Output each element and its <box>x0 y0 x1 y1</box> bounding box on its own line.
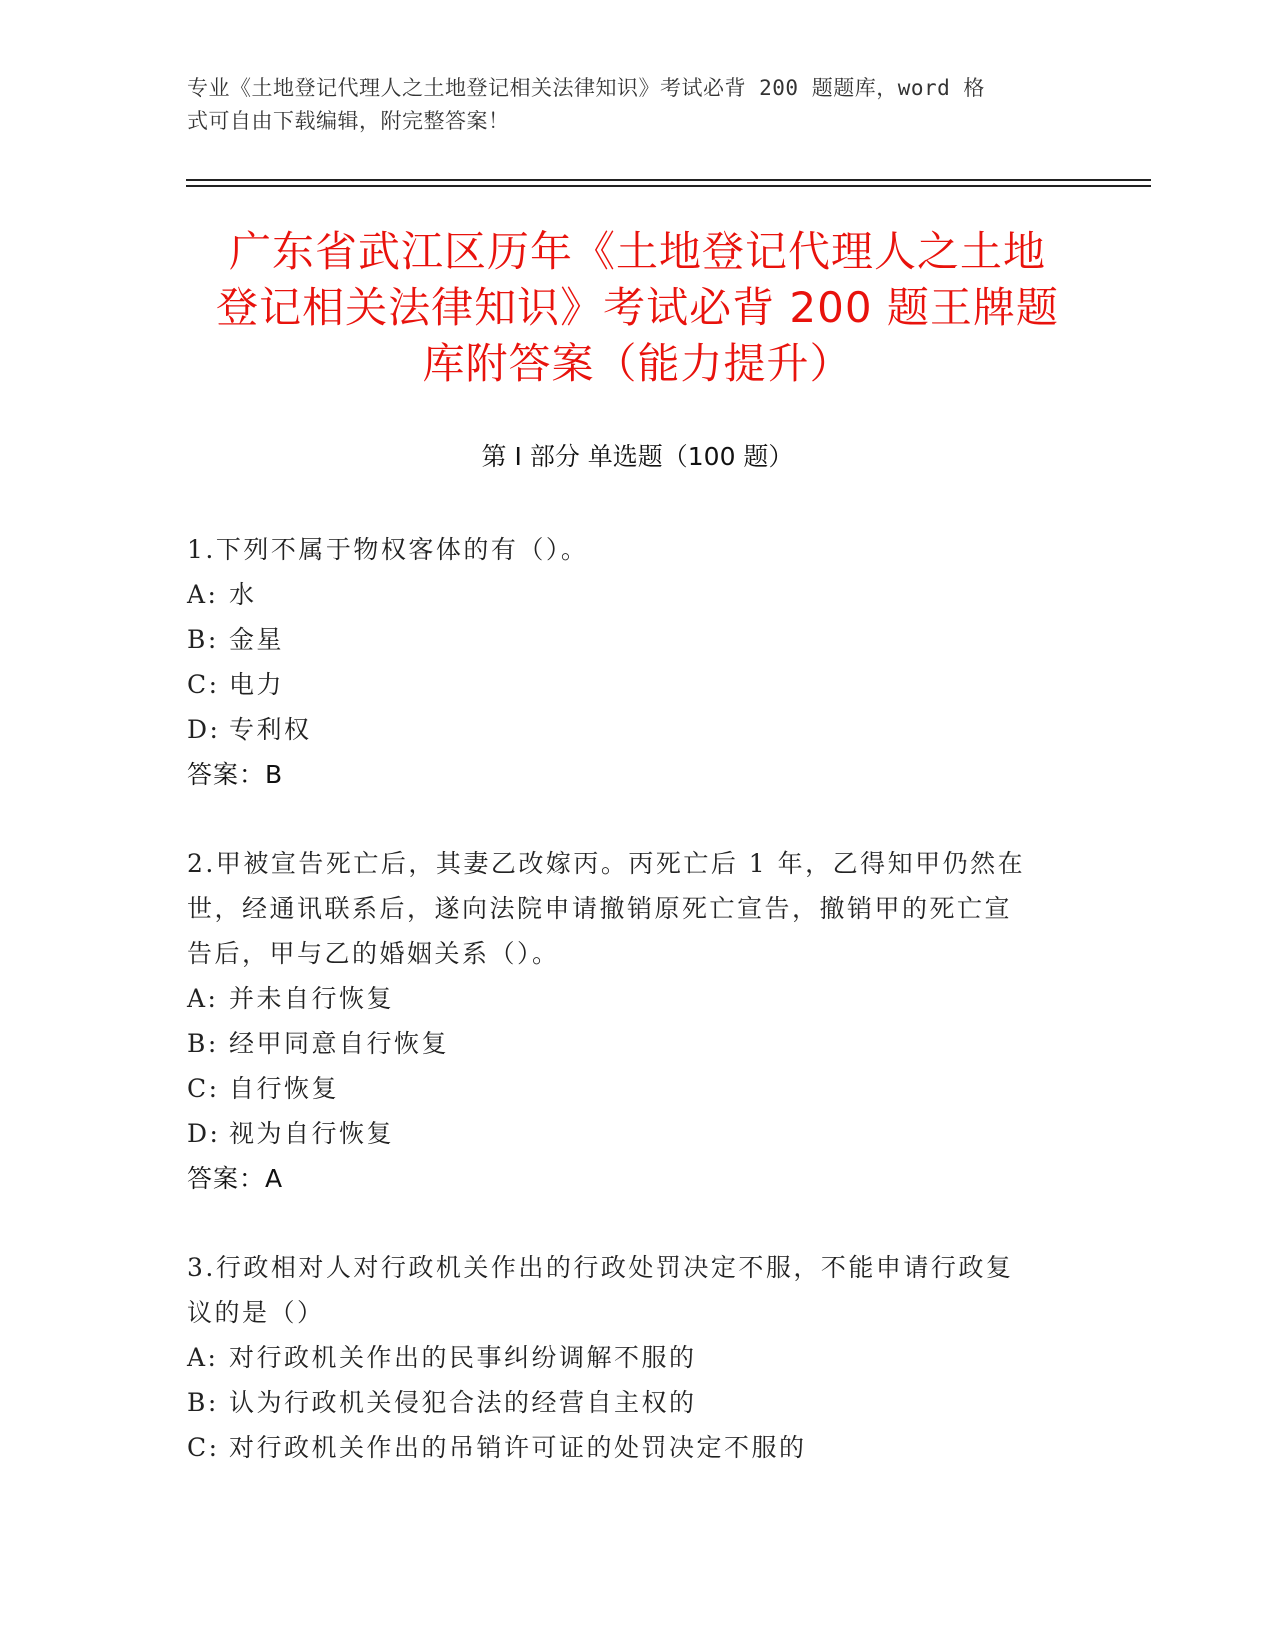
intro-line: 式可自由下载编辑，附完整答案！ <box>187 109 510 133</box>
intro-line: 专业《土地登记代理人之土地登记相关法律知识》考试必背 200 题题库，word 格 <box>187 76 985 100</box>
option-key: D: <box>187 1119 221 1148</box>
answer: 答案：A <box>187 1164 284 1193</box>
option-text: 金星 <box>229 625 285 654</box>
option-text: 自行恢复 <box>229 1074 340 1103</box>
option-text: 并未自行恢复 <box>229 984 395 1013</box>
section-heading: 第 I 部分 单选题（100 题） <box>481 442 794 471</box>
stem-line: 告后，甲与乙的婚姻关系（）。 <box>187 939 560 968</box>
answer: 答案：B <box>187 760 284 789</box>
option-c <box>187 1425 1067 1470</box>
option-b <box>187 617 1067 662</box>
option-a <box>187 976 1067 1021</box>
option-a <box>187 1335 1067 1380</box>
question-3 <box>187 1245 1067 1470</box>
header-divider <box>186 185 1151 187</box>
title-line: 登记相关法律知识》考试必背 200 题王牌题 <box>216 283 1059 332</box>
option-key: B: <box>187 625 219 654</box>
question-stem <box>187 1245 1067 1335</box>
question-stem: 1.下列不属于物权客体的有（）。 <box>187 535 589 564</box>
option-text: 专利权 <box>229 715 312 744</box>
option-text: 视为自行恢复 <box>229 1119 395 1148</box>
header-divider <box>186 179 1151 181</box>
title-line: 广东省武江区历年《土地登记代理人之土地 <box>228 227 1046 276</box>
stem-line: 议的是（） <box>187 1298 325 1327</box>
option-text: 水 <box>229 580 257 609</box>
option-key: A: <box>187 580 219 609</box>
stem-line: 3.行政相对人对行政机关作出的行政处罚决定不服，不能申请行政复 <box>187 1253 1014 1282</box>
option-key: A: <box>187 1343 219 1372</box>
option-key: A: <box>187 984 219 1013</box>
question-stem <box>187 841 1067 976</box>
question-list <box>187 527 1067 1514</box>
stem-line: 世，经通讯联系后，遂向法院申请撤销原死亡宣告，撤销甲的死亡宣 <box>187 894 1013 923</box>
option-key: C: <box>187 670 220 699</box>
option-text: 对行政机关作出的吊销许可证的处罚决定不服的 <box>229 1433 807 1462</box>
option-key: B: <box>187 1388 219 1417</box>
option-key: B: <box>187 1029 219 1058</box>
option-text: 认为行政机关侵犯合法的经营自主权的 <box>229 1388 697 1417</box>
option-d <box>187 707 1067 752</box>
option-text: 经甲同意自行恢复 <box>229 1029 450 1058</box>
option-b <box>187 1021 1067 1066</box>
option-text: 对行政机关作出的民事纠纷调解不服的 <box>229 1343 697 1372</box>
option-c <box>187 1066 1067 1111</box>
option-key: C: <box>187 1433 220 1462</box>
document-title <box>120 224 1155 392</box>
header-intro <box>187 72 1067 138</box>
title-line: 库附答案（能力提升） <box>422 339 853 388</box>
option-key: C: <box>187 1074 220 1103</box>
question-1 <box>187 527 1067 797</box>
option-key: D: <box>187 715 221 744</box>
stem-line: 2.甲被宣告死亡后，其妻乙改嫁丙。丙死亡后 1 年，乙得知甲仍然在 <box>187 849 1026 878</box>
option-text: 电力 <box>229 670 285 699</box>
option-b <box>187 1380 1067 1425</box>
option-c <box>187 662 1067 707</box>
option-a <box>187 572 1067 617</box>
question-2 <box>187 841 1067 1201</box>
option-d <box>187 1111 1067 1156</box>
